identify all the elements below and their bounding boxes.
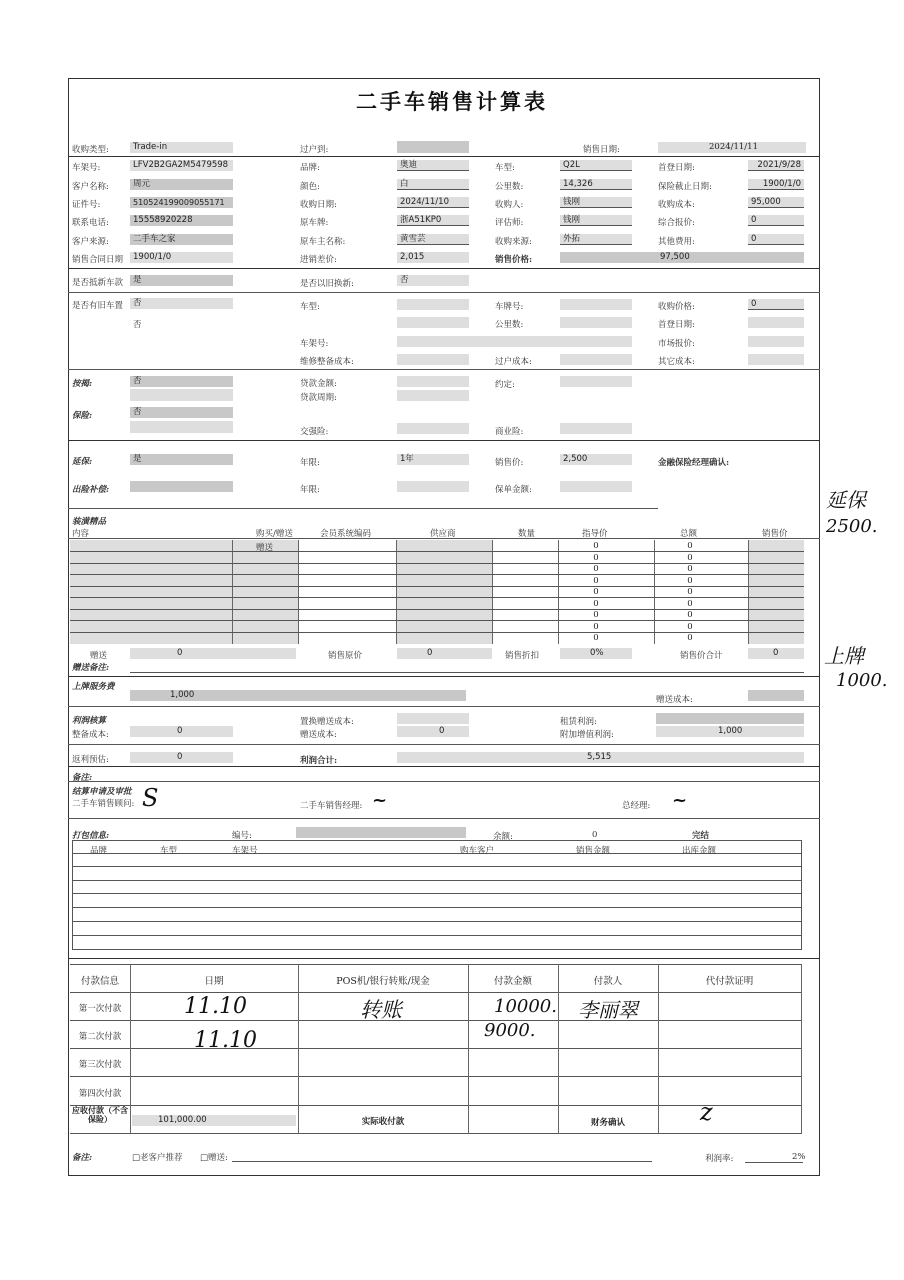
divider [68,744,820,745]
source-field[interactable]: 二手车之家 [130,234,233,245]
commercial-label: 商业险: [495,427,524,437]
acc-guide-3: 0 [593,576,599,586]
trade-market-field[interactable] [748,336,804,347]
pay-header-date: 日期 [204,976,224,987]
trade-transfer-field[interactable] [560,354,632,365]
trade-repair-field[interactable] [397,354,469,365]
trade-vin-field[interactable] [397,336,632,347]
buyer-label: 收购人: [495,200,524,210]
acc-total-8: 0 [687,633,693,643]
model-field[interactable]: Q2L [560,160,632,171]
old-for-new-field[interactable]: 否 [397,275,469,286]
divider [68,706,820,707]
hand-payer: 李丽翠 [578,998,638,1022]
pay-row-2: 第二次付款 [78,1032,122,1042]
vat-label: 附加增值利润: [560,730,614,740]
purchase-type-label: 收购类型: [72,145,109,155]
rebate-label: 返利预估: [72,755,109,765]
warranty-label: 延保: [72,457,93,467]
packing-header-model: 车型 [160,846,178,856]
compulsory-label: 交强险: [300,427,329,437]
divider [68,766,820,767]
margin-label: 利润率: [705,1154,734,1164]
acc-header-buy: 购买/赠送 [256,529,293,539]
years-field[interactable]: 1年 [397,454,469,465]
first-reg-field[interactable]: 2021/9/28 [748,160,804,171]
packing-table [72,840,802,950]
policy-label: 保单金额: [495,485,532,495]
remarks-label: 备注: [72,773,93,783]
new-car-field[interactable]: 是 [130,275,233,286]
acc-header-supplier: 供应商 [430,529,456,539]
hand-warranty-amt: 2500. [826,516,878,537]
phone-field[interactable]: 15558920228 [130,215,233,226]
model-label: 车型: [495,163,515,173]
brand-label: 品牌: [300,163,320,173]
consultant-signature: S [142,784,159,812]
footer-note-label: 备注: [72,1153,93,1163]
id-field[interactable]: 510524199009055171 [130,197,233,208]
diff-label: 进销差价: [300,255,337,265]
years-label: 年限: [300,458,320,468]
accessories-section-label: 装潢精品 [72,517,107,527]
acc-guide-4: 0 [593,587,599,597]
mortgage-label: 按揭: [72,379,93,389]
plate-service-label: 上牌服务费 [72,682,115,692]
insurance-date-label: 保险截止日期: [658,182,712,192]
page-title: 二手车销售计算表 [356,90,548,114]
gm-label: 总经理: [622,801,651,811]
color-field[interactable]: 白 [397,179,469,190]
rebate-field[interactable]: 0 [130,752,233,763]
acc-header-qty: 数量 [518,529,536,539]
acc-total-4: 0 [687,587,693,597]
acc-header-code: 会员系统编码 [320,529,372,539]
source-label: 客户来源: [72,237,109,247]
packing-code-label: 编号: [232,831,252,841]
hand-warranty-note: 延保 [826,488,866,512]
hand-date-2: 11.10 [194,1028,257,1053]
acc-discount-value[interactable]: 0% [560,648,632,659]
owner-label: 原车主名称: [300,237,346,247]
hand-method: 转账 [360,998,402,1022]
hand-plate-note: 上牌 [824,644,864,668]
packing-header-out: 出库金额 [682,846,717,856]
warranty-field[interactable]: 是 [130,454,233,465]
new-car-label: 是否抵新车款 [72,278,124,288]
acc-header-content: 内容 [72,529,90,539]
packing-header-brand: 品牌 [90,846,108,856]
swap-gift-label: 置换赠送成本: [300,717,354,727]
actual-label: 实际收付款 [361,1117,405,1127]
acc-gift-value[interactable]: 0 [130,648,296,659]
other-fee-field[interactable]: 0 [748,234,804,245]
divider [68,781,820,782]
profit-total-label: 利润合计: [300,756,338,766]
sale-price-field[interactable]: 2,500 [560,454,632,465]
transfer-field[interactable] [397,141,469,153]
acc-total-1: 0 [687,553,693,563]
owner-field[interactable]: 黄雪芸 [397,234,469,245]
packing-header-sale: 销售金额 [576,846,611,856]
finance-confirm: 财务确认 [590,1118,625,1128]
trade-first-reg-label: 首登日期: [658,320,695,330]
contract-label: 销售合同日期 [72,255,124,265]
finance-confirm-label: 金融保险经理确认: [658,458,730,468]
loan-amount-label: 贷款金额: [300,379,337,389]
other-fee-label: 其他费用: [658,237,695,247]
manager-signature: ~ [372,790,388,811]
trade-vin-label: 车架号: [300,339,329,349]
compensation-field[interactable] [130,481,233,492]
trade-model-field[interactable] [397,299,469,310]
agreement-field[interactable] [560,376,632,387]
packing-balance-value: 0 [592,830,598,840]
packing-balance-label: 余额: [493,832,513,842]
divider [68,156,820,157]
packing-label: 打包信息: [72,831,110,841]
contract-field[interactable]: 1900/1/0 [130,252,233,263]
lease-field[interactable] [656,713,804,724]
plate-service-value[interactable]: 1,000 [130,690,466,701]
loan-period-field[interactable] [397,390,469,401]
pay-row-3: 第三次付款 [78,1060,122,1070]
gift-checkbox[interactable]: □赠送: [200,1153,228,1163]
has-old-value-2: 否 [133,320,142,330]
diff-field[interactable]: 2,015 [397,252,469,263]
packing-header-customer: 购车客户 [460,846,495,856]
insurance-sec-label: 保险: [72,411,93,421]
hand-plate-amt: 1000. [836,670,888,691]
acc-gift-cell: 赠送 [256,543,274,553]
insurance-sec-field[interactable]: 否 [130,407,233,418]
trade-mileage-field[interactable] [560,317,632,328]
sale-price-label: 销售价: [495,458,524,468]
divider [68,818,820,819]
referral-checkbox[interactable]: □老客户推荐 [132,1153,183,1163]
divider [745,1162,803,1163]
has-old-field[interactable]: 否 [130,298,233,309]
payment-table [70,964,802,1134]
pay-row-4: 第四次付款 [78,1089,122,1099]
brand-field[interactable]: 奥迪 [397,160,469,171]
acc-sum-label: 销售价合计 [680,651,723,661]
swap-gift-field[interactable] [397,713,469,724]
buy-source-field[interactable]: 外拓 [560,234,632,245]
buyer-field[interactable]: 钱刚 [560,197,632,208]
appraiser-label: 评估师: [495,218,524,228]
divider [68,440,820,441]
acc-header-sale: 销售价 [762,529,788,539]
compulsory-field[interactable] [397,423,469,434]
profit-total-field[interactable]: 5,515 [397,752,804,763]
quote-field[interactable]: 0 [748,215,804,226]
packing-header-vin: 车架号 [232,846,258,856]
divider [68,538,820,539]
first-reg-label: 首登日期: [658,163,695,173]
gm-signature: ~ [672,790,688,811]
gift-cost-label: 赠送成本: [300,730,337,740]
packing-code-field[interactable] [296,827,466,838]
divider [68,292,820,293]
id-label: 证件号: [72,200,101,210]
receivable-value[interactable]: 101,000.00 [132,1115,296,1126]
acc-guide-5: 0 [593,599,599,609]
divider [68,508,658,509]
customer-field[interactable]: 周元 [130,179,233,190]
trade-first-reg-field[interactable] [748,317,804,328]
cost-label: 收购成本: [658,200,695,210]
finance-signature: z [700,1098,713,1126]
trade-other-field[interactable] [748,354,804,365]
trade-market-label: 市场报价: [658,339,695,349]
agreement-label: 约定: [495,380,515,390]
vin-label: 车架号: [72,163,101,173]
commercial-field[interactable] [560,423,632,434]
consultant-label: 二手车销售顾问: [72,799,135,809]
old-for-new-label: 是否以旧换新: [300,279,354,289]
years2-field[interactable] [397,481,469,492]
trade-transfer-label: 过户成本: [495,357,532,367]
acc-guide-2: 0 [593,564,599,574]
pay-header-info: 付款信息 [80,976,119,987]
trade-other-label: 其它成本: [658,357,695,367]
price-field[interactable]: 97,500 [560,252,804,263]
acc-guide-6: 0 [593,610,599,620]
appraiser-field[interactable]: 钱刚 [560,215,632,226]
acc-gift-note-label: 赠送备注: [72,663,110,673]
pay-header-proof: 代付款证明 [705,976,754,987]
divider [68,369,820,370]
acc-orig-label: 销售原价 [328,651,363,661]
trade-buy-price-field[interactable]: 0 [748,299,804,310]
acc-total-7: 0 [687,622,693,632]
acc-discount-label: 销售折扣 [505,651,540,661]
trade-mileage-label: 公里数: [495,320,524,330]
sale-date-label: 销售日期: [583,145,620,155]
acc-total-6: 0 [687,610,693,620]
policy-field[interactable] [560,481,632,492]
color-label: 颜色: [300,182,320,192]
loan-period-label: 贷款周期: [300,393,337,403]
prep-label: 整备成本: [72,730,109,740]
years2-label: 年限: [300,485,320,495]
pay-header-payer: 付款人 [593,976,623,987]
acc-gift-row-label: 赠送 [90,651,108,661]
divider [68,958,820,959]
pay-header-amount: 付款金额 [493,976,532,987]
buy-date-field[interactable]: 2024/11/10 [397,197,469,208]
trade-plate-field[interactable] [560,299,632,310]
hand-amount-1: 10000. [494,996,557,1017]
packing-status: 完结 [692,831,710,841]
plate-gift-cost-field[interactable] [748,690,804,701]
margin-value: 2% [792,1152,806,1162]
phone-label: 联系电话: [72,218,109,228]
plate-gift-cost-label: 赠送成本: [656,695,693,705]
mileage-label: 公里数: [495,182,524,192]
trade-plate-label: 车牌号: [495,302,524,312]
profit-label: 利润核算 [72,716,107,726]
acc-orig-value[interactable]: 0 [397,648,492,659]
mileage-field[interactable]: 14,326 [560,179,632,190]
pay-row-1: 第一次付款 [78,1004,122,1014]
acc-guide-8: 0 [593,633,599,643]
trade-repair-label: 维修整备成本: [300,357,354,367]
hand-date-1: 11.10 [184,994,247,1019]
receivable-label: 应收付款（不含保险） [72,1105,128,1124]
mortgage-field[interactable]: 否 [130,376,233,387]
trade-buy-price-label: 收购价格: [658,302,695,312]
pay-header-method: POS机/银行转账/现金 [336,976,430,987]
acc-total-0: 0 [687,541,693,551]
vat-field[interactable]: 1,000 [656,726,804,737]
acc-total-2: 0 [687,564,693,574]
acc-header-total: 总额 [680,529,698,539]
mortgage-extra [130,389,233,401]
trade-model-label: 车型: [300,302,320,312]
hand-amount-2: 9000. [484,1020,536,1041]
compensation-label: 出险补偿: [72,485,110,495]
purchase-type-field[interactable]: Trade-in [130,142,233,153]
buy-date-label: 收购日期: [300,200,337,210]
loan-amount-field[interactable] [397,376,469,387]
sale-date-field[interactable]: 2024/11/11 [658,142,806,153]
vin-field[interactable]: LFV2B2GA2M5479598 [130,160,233,171]
acc-total-5: 0 [687,599,693,609]
plate-label: 原车牌: [300,218,329,228]
gift-cost-field[interactable]: 0 [397,726,469,737]
manager-label: 二手车销售经理: [300,801,363,811]
acc-guide-1: 0 [593,553,599,563]
divider [130,672,804,673]
acc-header-guide: 指导价 [582,529,608,539]
insurance-extra [130,421,233,433]
acc-guide-0: 0 [593,541,599,551]
trade-extra-field[interactable] [397,317,469,328]
acc-total-3: 0 [687,576,693,586]
buy-source-label: 收购来源: [495,237,532,247]
divider [68,268,820,269]
cost-field[interactable]: 95,000 [748,197,804,208]
quote-label: 综合报价: [658,218,695,228]
plate-field[interactable]: 浙A51KP0 [397,215,469,226]
customer-label: 客户名称: [72,182,109,192]
prep-field[interactable]: 0 [130,726,233,737]
insurance-date-field[interactable]: 1900/1/0 [748,179,804,190]
divider [232,1161,652,1162]
has-old-label: 是否有旧车置 [72,301,124,311]
acc-sum-value[interactable]: 0 [748,648,804,659]
divider [68,676,820,677]
approval-section-label: 结算申请及审批 [72,787,132,797]
acc-guide-7: 0 [593,622,599,632]
lease-label: 租赁利润: [560,717,597,727]
transfer-label: 过户到: [300,145,329,155]
price-label: 销售价格: [495,255,533,265]
